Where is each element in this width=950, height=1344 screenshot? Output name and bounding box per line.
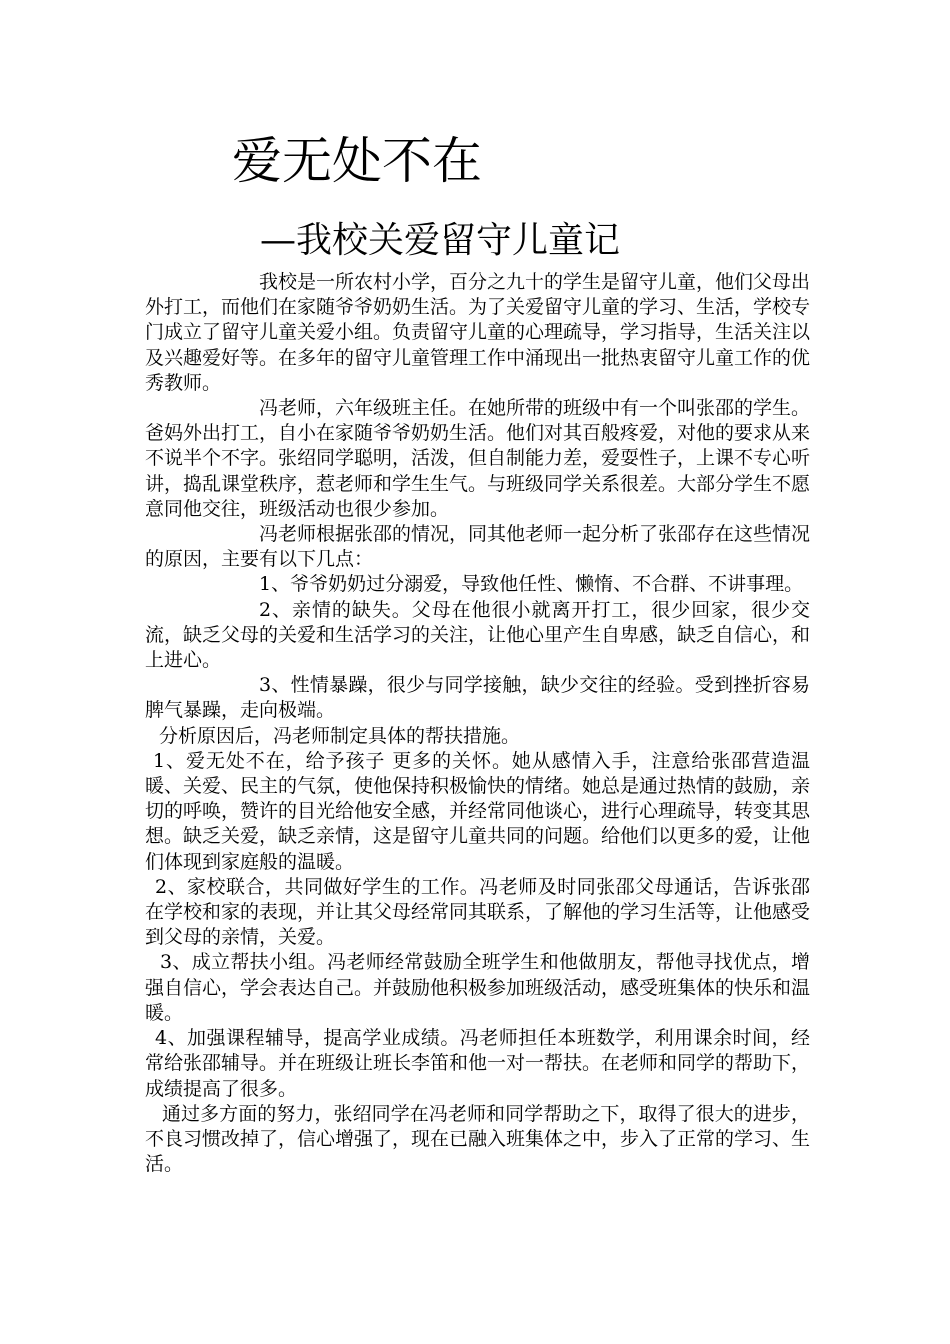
document-title: 爱无处不在 [232,132,482,190]
paragraph-measures-intro: 分析原因后，冯老师制定具体的帮扶措施。 [159,724,521,747]
paragraph-measure-3: 3、成立帮扶小组。冯老师经常鼓励全班学生和他做朋友，帮他寻找优点，增强自信心，学会表达自己。并鼓励他积极参加班级活动，感受班集体的快乐和温暖。 [145,951,811,1024]
paragraph-intro: 我校是一所农村小学，百分之九十的学生是留守儿童，他们父母出外打工，而他们在家随爷爷奶奶生活。为了关爱留守儿童的学习、生活，学校专门成立了留守儿童关爱小组。负责留守儿童的心理疏导，学习指导，生活关注以及兴趣爱好等。在多年的留守儿童管理工作中涌现出一批热衷留守儿童工作的优秀教师。 [145,271,811,394]
paragraph-reason-2: 2、亲情的缺失。父母在他很小就离开打工，很少回家，很少交流，缺乏父母的关爱和生活学习的关注，让他心里产生自卑感，缺乏自信心，和上进心。 [145,598,811,672]
paragraph-teacher-feng: 冯老师，六年级班主任。在她所带的班级中有一个叫张邵的学生。爸妈外出打工，自小在家随爷爷奶奶生活。他们对其百般疼爱，对他的要求从来不说半个不字。张绍同学聪明，活泼，但自制能力差，爱耍性子，上课不专心听讲，捣乱课堂秩序，惹老师和学生生气。与班级同学关系很差。大部分学生不愿意同他交往，班级活动也很少参加。 [145,397,811,520]
paragraph-analysis: 冯老师根据张邵的情况，同其他老师一起分析了张邵存在这些情况的原因，主要有以下几点： [145,523,811,571]
document-body [145,270,810,1177]
paragraph-reason-3: 3、性情暴躁，很少与同学接触，缺少交往的经验。受到挫折容易脾气暴躁，走向极端。 [145,674,810,722]
paragraph-measure-4: 4、加强课程辅导，提高学业成绩。冯老师担任本班数学，利用课余时间，经常给张邵辅导。并在班级让班长李笛和他一对一帮扶。在老师和同学的帮助下，成绩提高了很多。 [145,1027,811,1100]
document-subtitle: —我校关爱留守儿童记 [260,220,621,261]
paragraph-measure-2: 2、家校联合，共同做好学生的工作。冯老师及时同张邵父母通话，告诉张邵在学校和家的表现，并让其父母经常同其联系，了解他的学习生活等，让他感受到父母的亲情，关爱。 [145,875,811,949]
paragraph-reason-1: 1、爷爷奶奶过分溺爱，导致他任性、懒惰、不合群、不讲事理。 [259,573,804,596]
paragraph-measure-1: 1、爱无处不在，给予孩子 更多的关怀。她从感情入手，注意给张邵营造温暖、关爱、民主的气氛，使他保持积极愉快的情绪。她总是通过热情的鼓励，亲切的呼唤，赞许的目光给他安全感，并经常同他谈心，进行心理疏导，转变其思想。缺乏关爱，缺乏亲情，这是留守儿童共同的问题。给他们以更多的爱，让他们体现到家庭般的温暖。 [145,749,811,873]
paragraph-conclusion: 通过多方面的努力，张绍同学在冯老师和同学帮助之下，取得了很大的进步，不良习惯改掉了，信心增强了，现在已融入班集体之中，步入了正常的学习、生活。 [145,1102,811,1176]
